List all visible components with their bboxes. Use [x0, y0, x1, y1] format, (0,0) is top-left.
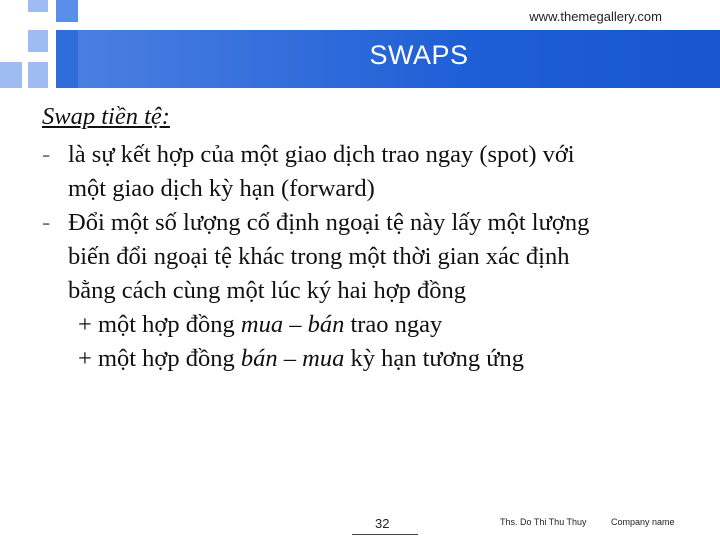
- bullet-item: [42, 206, 702, 308]
- bullet-line: là sự kết hợp của một giao dịch trao ngay (spot) với: [68, 141, 575, 168]
- decor-square: [56, 0, 78, 22]
- bullet-line: biến đổi ngoại tệ khác trong một thời gian xác định: [68, 243, 570, 270]
- content-heading: Swap tiền tệ:: [42, 103, 170, 130]
- decor-square: [56, 30, 78, 88]
- bullet-line: Đổi một số lượng cố định ngoại tệ này lấy một lượng: [68, 209, 590, 236]
- sub-item: [42, 342, 702, 376]
- footer-divider: [352, 534, 418, 535]
- bullet-dash: -: [42, 141, 51, 168]
- slide-content: [42, 100, 702, 376]
- slide-title: SWAPS: [369, 40, 469, 70]
- website-url: www.themegallery.com: [529, 9, 662, 24]
- page-number: 32: [375, 516, 390, 531]
- sub-item-prefix: + một hợp đồng: [78, 311, 241, 338]
- bullet-line: bằng cách cùng một lúc ký hai hợp đồng: [68, 277, 467, 304]
- sub-item-italic: bán – mua: [240, 345, 345, 372]
- sub-item-italic: mua – bán: [240, 311, 345, 338]
- sub-item-suffix: kỳ hạn tương ứng: [344, 345, 525, 372]
- title-bar: [78, 30, 720, 88]
- decor-square: [28, 62, 48, 88]
- decor-square: [0, 62, 22, 88]
- bullet-item: [42, 138, 702, 206]
- decor-square: [28, 0, 48, 12]
- footer-author: Ths. Do Thi Thu Thuy: [500, 517, 587, 527]
- bullet-line: một giao dịch kỳ hạn (forward): [68, 175, 375, 202]
- sub-item: [42, 308, 702, 342]
- bullet-dash: -: [42, 209, 51, 236]
- footer-company: Company name: [611, 517, 675, 527]
- sub-item-prefix: + một hợp đồng: [78, 345, 241, 372]
- decor-square: [28, 30, 48, 52]
- sub-item-suffix: trao ngay: [344, 311, 443, 338]
